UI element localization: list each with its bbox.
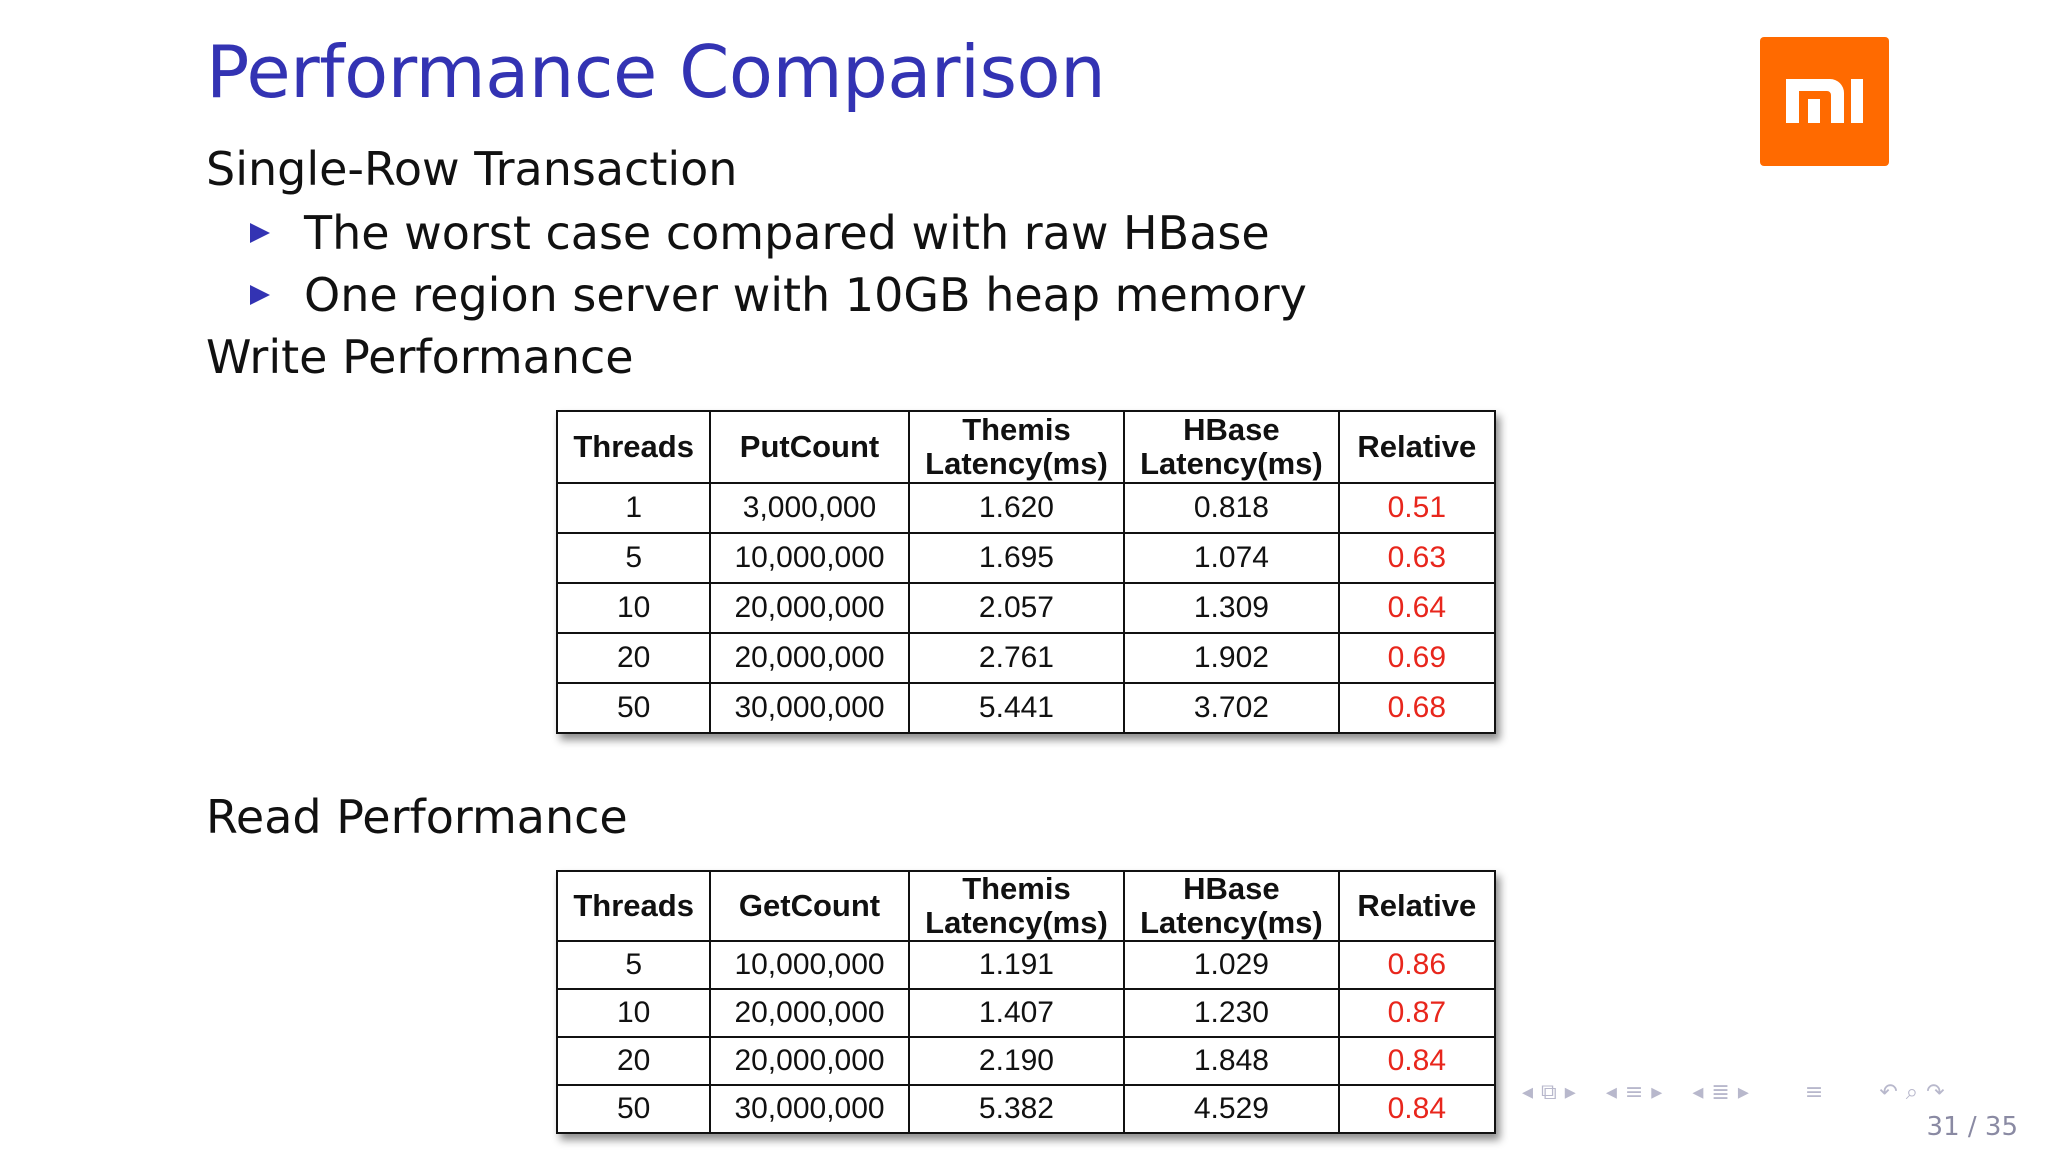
table-cell: 1.074 xyxy=(1124,533,1338,583)
table-cell: 2.057 xyxy=(909,583,1124,633)
relative-cell: 0.86 xyxy=(1339,941,1495,989)
back-icon[interactable]: ↶ xyxy=(1879,1079,1898,1105)
table-cell: 1.230 xyxy=(1124,989,1338,1037)
column-header: GetCount xyxy=(710,871,908,941)
section-next-icon[interactable]: ▸ xyxy=(1737,1079,1749,1105)
outline-icon[interactable]: ≡ xyxy=(1804,1079,1824,1105)
column-header: Threads xyxy=(557,411,710,483)
section-heading: Single-Row Transaction xyxy=(206,142,738,196)
slide-title: Performance Comparison xyxy=(206,30,1106,114)
page-number: 31 / 35 xyxy=(1926,1112,2018,1142)
bullet-triangle-icon xyxy=(250,223,270,243)
table-cell: 1.695 xyxy=(909,533,1124,583)
column-header: Threads xyxy=(557,871,710,941)
frame-next-icon[interactable]: ▸ xyxy=(1564,1079,1576,1105)
table-row xyxy=(557,683,1495,733)
column-header: Relative xyxy=(1339,871,1495,941)
table-row xyxy=(557,533,1495,583)
relative-cell: 0.84 xyxy=(1339,1085,1495,1133)
table-cell: 1.029 xyxy=(1124,941,1338,989)
subsection-icon[interactable]: ≡ xyxy=(1624,1079,1644,1105)
table-cell: 2.761 xyxy=(909,633,1124,683)
table-row xyxy=(557,941,1495,989)
column-header: PutCount xyxy=(710,411,908,483)
column-header: Themis Latency(ms) xyxy=(909,871,1124,941)
relative-cell: 0.68 xyxy=(1339,683,1495,733)
bullet-text: The worst case compared with raw HBase xyxy=(304,206,1270,260)
column-header: Relative xyxy=(1339,411,1495,483)
table-cell: 20,000,000 xyxy=(710,989,908,1037)
table-row xyxy=(557,483,1495,533)
bullet-text: One region server with 10GB heap memory xyxy=(304,268,1307,322)
relative-cell: 0.84 xyxy=(1339,1037,1495,1085)
relative-cell: 0.69 xyxy=(1339,633,1495,683)
table-cell: 3.702 xyxy=(1124,683,1338,733)
table-cell: 20 xyxy=(557,1037,710,1085)
table-row xyxy=(557,633,1495,683)
table-cell: 10 xyxy=(557,989,710,1037)
xiaomi-logo xyxy=(1760,37,1889,166)
column-header: HBase Latency(ms) xyxy=(1124,411,1338,483)
forward-icon[interactable]: ↷ xyxy=(1926,1079,1945,1105)
table-row xyxy=(557,989,1495,1037)
table-cell: 20 xyxy=(557,633,710,683)
table-cell: 1.902 xyxy=(1124,633,1338,683)
table-cell: 20,000,000 xyxy=(710,583,908,633)
table-cell: 5.382 xyxy=(909,1085,1124,1133)
frame-prev-icon[interactable]: ◂ xyxy=(1522,1079,1534,1105)
subsection-next-icon[interactable]: ▸ xyxy=(1651,1079,1663,1105)
table-cell: 1.309 xyxy=(1124,583,1338,633)
table-cell: 5.441 xyxy=(909,683,1124,733)
search-icon[interactable]: ⌕ xyxy=(1905,1079,1919,1105)
table-row xyxy=(557,1037,1495,1085)
relative-cell: 0.87 xyxy=(1339,989,1495,1037)
column-header: Themis Latency(ms) xyxy=(909,411,1124,483)
table-cell: 5 xyxy=(557,941,710,989)
section-icon[interactable]: ≣ xyxy=(1711,1079,1730,1105)
bullet-triangle-icon xyxy=(250,285,270,305)
bullet-item xyxy=(250,206,1270,260)
write-performance-table xyxy=(556,410,1496,734)
bullet-item xyxy=(250,268,1307,322)
read-heading: Read Performance xyxy=(206,790,628,844)
table-cell: 10,000,000 xyxy=(710,941,908,989)
table-cell: 2.190 xyxy=(909,1037,1124,1085)
relative-cell: 0.64 xyxy=(1339,583,1495,633)
table-cell: 1 xyxy=(557,483,710,533)
table-cell: 20,000,000 xyxy=(710,633,908,683)
table-cell: 10,000,000 xyxy=(710,533,908,583)
table-cell: 3,000,000 xyxy=(710,483,908,533)
table-cell: 4.529 xyxy=(1124,1085,1338,1133)
table-header-row xyxy=(557,871,1495,941)
mi-logo-icon xyxy=(1760,37,1889,166)
table-cell: 10 xyxy=(557,583,710,633)
table-cell: 1.191 xyxy=(909,941,1124,989)
table-cell: 30,000,000 xyxy=(710,1085,908,1133)
table-cell: 30,000,000 xyxy=(710,683,908,733)
write-heading: Write Performance xyxy=(206,330,634,384)
table-row xyxy=(557,583,1495,633)
read-performance-table xyxy=(556,870,1496,1134)
table-header-row xyxy=(557,411,1495,483)
table-cell: 5 xyxy=(557,533,710,583)
relative-cell: 0.51 xyxy=(1339,483,1495,533)
table-cell: 1.848 xyxy=(1124,1037,1338,1085)
table-cell: 20,000,000 xyxy=(710,1037,908,1085)
relative-cell: 0.63 xyxy=(1339,533,1495,583)
beamer-navigation xyxy=(1522,1078,2022,1106)
subsection-prev-icon[interactable]: ◂ xyxy=(1605,1079,1617,1105)
section-prev-icon[interactable]: ◂ xyxy=(1692,1079,1704,1105)
table-cell: 1.620 xyxy=(909,483,1124,533)
table-cell: 0.818 xyxy=(1124,483,1338,533)
frame-icon[interactable]: ⧉ xyxy=(1541,1079,1557,1105)
table-cell: 1.407 xyxy=(909,989,1124,1037)
table-row xyxy=(557,1085,1495,1133)
table-cell: 50 xyxy=(557,1085,710,1133)
table-cell: 50 xyxy=(557,683,710,733)
column-header: HBase Latency(ms) xyxy=(1124,871,1338,941)
